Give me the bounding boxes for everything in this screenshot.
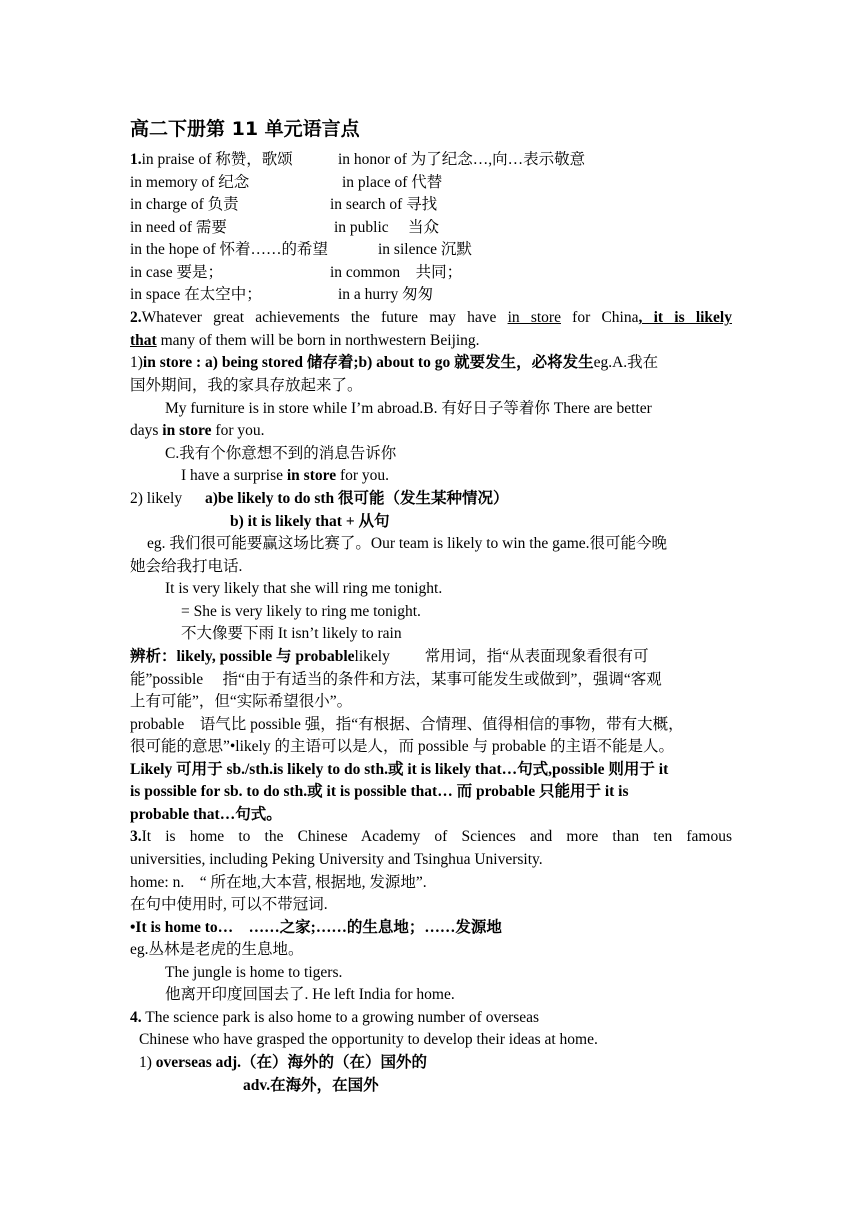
example-line: 不大像要下雨 It isn’t likely to rain	[181, 625, 402, 642]
definition-line: adv.在海外，在国外	[243, 1077, 379, 1094]
text: Whatever great achievements the future may have	[141, 309, 508, 326]
text: It is home to the Chinese Academy of Sciences and more than ten famous	[141, 828, 732, 845]
sentence-line	[130, 307, 732, 329]
phrase-row-2	[130, 172, 732, 194]
text: for China	[560, 309, 639, 326]
text-line: 很可能的意思”•likely 的主语可以是人，而 possible 与 probable 的主语不能是人。	[130, 738, 675, 755]
sentence-line: universities, including Peking University and Tsinghua University.	[130, 851, 543, 868]
page-title: 高二下册第 11 单元语言点	[130, 118, 360, 140]
definition: in store : a) being stored 储存着;b) about to go 就要发生，必将发生	[142, 354, 594, 371]
phrase: in praise of 称赞，歌颂	[141, 151, 293, 168]
definition: a)be likely to do sth 很可能（发生某种情况）	[205, 490, 509, 507]
phrase-row-6	[130, 262, 732, 284]
sentence-line	[130, 330, 732, 352]
example-line: eg. 我们很可能要赢这场比赛了。Our team is likely to win the game.很可能今晚	[147, 535, 668, 552]
phrase: in need of 需要	[130, 219, 227, 236]
definition-line: b) it is likely that + 从句	[230, 513, 390, 530]
bold-phrase: in store	[162, 422, 212, 439]
distinction-line	[130, 646, 732, 668]
example-line: The jungle is home to tigers.	[165, 964, 343, 981]
example-line: C.我有个你意想不到的消息告诉你	[165, 445, 397, 462]
phrase: in charge of 负责	[130, 196, 239, 213]
bold-text-line: Likely 可用于 sb./sth.is likely to do sth.或 it is likely that…句式,possible 则用于 it	[130, 761, 669, 778]
phrase: in honor of 为了纪念…,向…表示敬意	[338, 151, 586, 168]
phrase: in the hope of 怀着……的希望	[130, 241, 329, 258]
text: The science park is also home to a growing number of overseas	[141, 1009, 540, 1026]
example-line	[130, 420, 732, 442]
example-line: My furniture is in store while I’m abroad.B. 有好日子等着你 There are better	[165, 400, 652, 417]
text: for you.	[336, 467, 390, 484]
text-line: 国外期间，我的家具存放起来了。	[130, 377, 363, 394]
text-line: 上有可能”，但“实际希望很小”。	[130, 693, 353, 710]
phrase: in search of 寻找	[330, 196, 438, 213]
text: likely 常用词，指“从表面现象看很有可	[354, 648, 649, 665]
example-line: 她会给我打电话.	[130, 558, 243, 575]
text: I have a surprise	[181, 467, 287, 484]
phrase-row-1	[130, 149, 732, 171]
example-line: = She is very likely to ring me tonight.	[181, 603, 421, 620]
underlined-phrase: in store	[507, 309, 561, 326]
example-line: 他离开印度回国去了. He left India for home.	[165, 986, 455, 1003]
phrase: in case 要是；	[130, 264, 223, 281]
example-line: It is very likely that she will ring me tonight.	[165, 580, 443, 597]
definition-line	[139, 1052, 741, 1074]
phrase: in public 当众	[334, 219, 440, 236]
phrase-row-5	[130, 239, 732, 261]
section-number: 3.	[130, 828, 142, 845]
text-line: probable 语气比 possible 强，指“有根据、合情理、值得相信的事物，带有大概，	[130, 716, 684, 733]
phrase: in place of 代替	[342, 174, 443, 191]
section-number: 2.	[130, 309, 142, 326]
underlined-phrase: that	[130, 332, 157, 349]
phrase: in a hurry 匆匆	[338, 286, 434, 303]
phrase-row-7	[130, 284, 732, 306]
phrase: in common 共同；	[330, 264, 463, 281]
phrase: in space 在太空中；	[130, 286, 262, 303]
example-line: eg.丛林是老虎的生息地。	[130, 941, 304, 958]
text-line: 在句中使用时, 可以不带冠词.	[130, 896, 328, 913]
item-label: 1)	[139, 1054, 156, 1071]
text-line: 能”possible 指“由于有适当的条件和方法，某事可能发生或做到”，强调“客观	[130, 671, 662, 688]
item-label: 1)	[130, 354, 143, 371]
phrase: in silence 沉默	[378, 241, 472, 258]
section-number: 1.	[130, 151, 142, 168]
underlined-phrase: , it is likely	[638, 309, 732, 326]
bold-text-line: is possible for sb. to do sth.或 it is possible that… 而 probable 只能用于 it is	[130, 783, 629, 800]
bold-phrase: in store	[286, 467, 337, 484]
sentence-line	[130, 1007, 732, 1029]
phrase-row-3	[130, 194, 732, 216]
section-number: 4.	[130, 1009, 142, 1026]
distinction-heading: 辨析：likely, possible 与 probable	[130, 648, 355, 665]
phrase: in memory of 纪念	[130, 174, 250, 191]
item-label: 2) likely	[130, 490, 183, 507]
sentence-line	[130, 826, 732, 848]
text-line: home: n. “ 所在地,大本营, 根据地, 发源地”.	[130, 874, 427, 891]
sentence-line: Chinese who have grasped the opportunity to develop their ideas at home.	[139, 1031, 598, 1048]
phrase-row-4	[130, 217, 732, 239]
bold-text-line: probable that…句式。	[130, 806, 282, 823]
text: days	[130, 422, 163, 439]
definition-line	[130, 352, 732, 374]
example-line	[181, 465, 783, 487]
text: many of them will be born in northwestern Beijing.	[156, 332, 480, 349]
definition-line	[130, 488, 732, 510]
bold-text-line: •It is home to… ……之家;……的生息地；……发源地	[130, 919, 502, 936]
definition: overseas adj.（在）海外的（在）国外的	[155, 1054, 428, 1071]
text: for you.	[211, 422, 265, 439]
text: eg.A.我在	[593, 354, 659, 371]
